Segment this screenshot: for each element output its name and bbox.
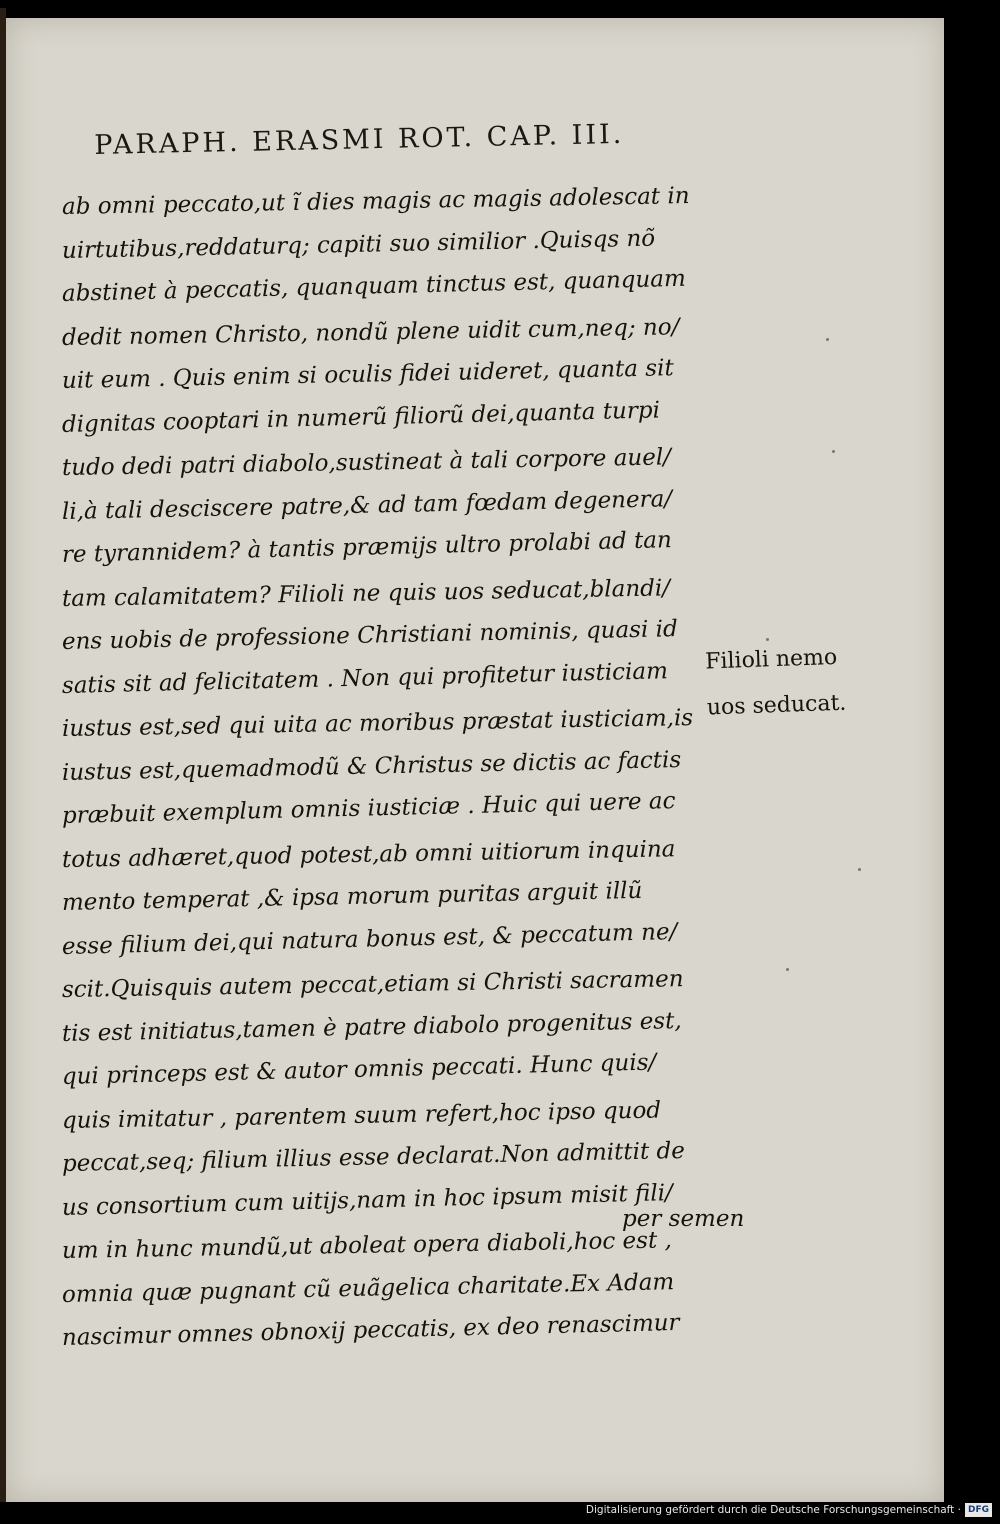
text-line: iustus est,sed qui uita ac moribus præstat iusticiam,is bbox=[61, 704, 694, 742]
marginal-note bbox=[704, 633, 907, 732]
text-line: um in hunc mundũ,ut aboleat opera diaboli,hoc est , bbox=[61, 1227, 673, 1264]
text-line: ab omni peccato,ut ĩ dies magis ac magis adolescat in bbox=[61, 183, 690, 220]
dfg-logo: DFG bbox=[965, 1503, 992, 1517]
text-line: satis sit ad felicitatem . Non qui profitetur iusticiam bbox=[61, 657, 669, 699]
text-line: uirtutibus,reddaturq; capiti suo similior .Quisqs nõ bbox=[61, 225, 656, 264]
digitization-credit bbox=[586, 1502, 992, 1518]
text-line: tis est initiatus,tamen è patre diabolo progenitus est, bbox=[61, 1007, 682, 1047]
catchword: per semen bbox=[622, 1206, 745, 1232]
text-line: mento temperat ,& ipsa morum puritas arguit illũ bbox=[61, 877, 643, 916]
paper-speck bbox=[832, 450, 835, 453]
text-line: li,à tali desciscere patre,& ad tam fœdam degenera/ bbox=[61, 485, 673, 525]
text-line: præbuit exemplum omnis iusticiæ . Huic qui uere ac bbox=[61, 788, 676, 829]
paper-speck bbox=[858, 868, 861, 871]
text-line: omnia quæ pugnant cũ euãgelica charitate.Ex Adam bbox=[61, 1268, 675, 1308]
text-line: peccat,seq; filium illius esse declarat.Non admittit de bbox=[61, 1137, 686, 1177]
text-line: tudo dedi patri diabolo,sustineat à tali corpore auel/ bbox=[61, 444, 672, 481]
text-line: tam calamitatem? Filioli ne quis uos seducat,blandi/ bbox=[61, 574, 671, 612]
marginal-note-line: uos seducat. bbox=[706, 690, 847, 721]
text-line: iustus est,quemadmodũ & Christus se dictis ac factis bbox=[61, 746, 682, 786]
text-line: qui princeps est & autor omnis peccati. Hunc quis/ bbox=[61, 1049, 657, 1090]
paper-speck bbox=[786, 968, 789, 971]
running-head: PARAPH. ERASMI ROT. CAP. III. bbox=[94, 118, 625, 161]
text-line: re tyrannidem? à tantis præmijs ultro prolabi ad tan bbox=[61, 527, 673, 568]
text-line: scit.Quisquis autem peccat,etiam si Christi sacramen bbox=[61, 966, 684, 1003]
main-text-block bbox=[61, 183, 702, 1361]
text-line: abstinet à peccatis, quanquam tinctus est, quanquam bbox=[61, 265, 687, 307]
text-line: nascimur omnes obnoxij peccatis, ex deo renascimur bbox=[61, 1309, 680, 1351]
text-line: esse filium dei,qui natura bonus est, & peccatum ne/ bbox=[61, 918, 678, 960]
text-line: dedit nomen Christo, nondũ plene uidit cum,neq; no/ bbox=[61, 313, 680, 351]
text-line: totus adhæret,quod potest,ab omni uitiorum inquina bbox=[61, 835, 676, 873]
text-line: dignitas cooptari in numerũ filiorũ dei,quanta turpi bbox=[61, 396, 661, 438]
text-line: uit eum . Quis enim si oculis fidei uideret, quanta sit bbox=[61, 355, 674, 394]
paper-speck bbox=[766, 638, 769, 641]
book-page bbox=[6, 18, 944, 1502]
text-line: us consortium cum uitijs,nam in hoc ipsum misit fili/ bbox=[61, 1179, 674, 1221]
text-line: ens uobis de professione Christiani nominis, quasi id bbox=[61, 616, 678, 655]
paper-speck bbox=[826, 338, 829, 341]
text-line: quis imitatur , parentem suum refert,hoc ipso quod bbox=[61, 1097, 662, 1134]
credit-text: Digitalisierung gefördert durch die Deutsche Forschungsgemeinschaft · bbox=[585, 1504, 961, 1516]
marginal-note-line: Filioli nemo bbox=[704, 644, 838, 675]
